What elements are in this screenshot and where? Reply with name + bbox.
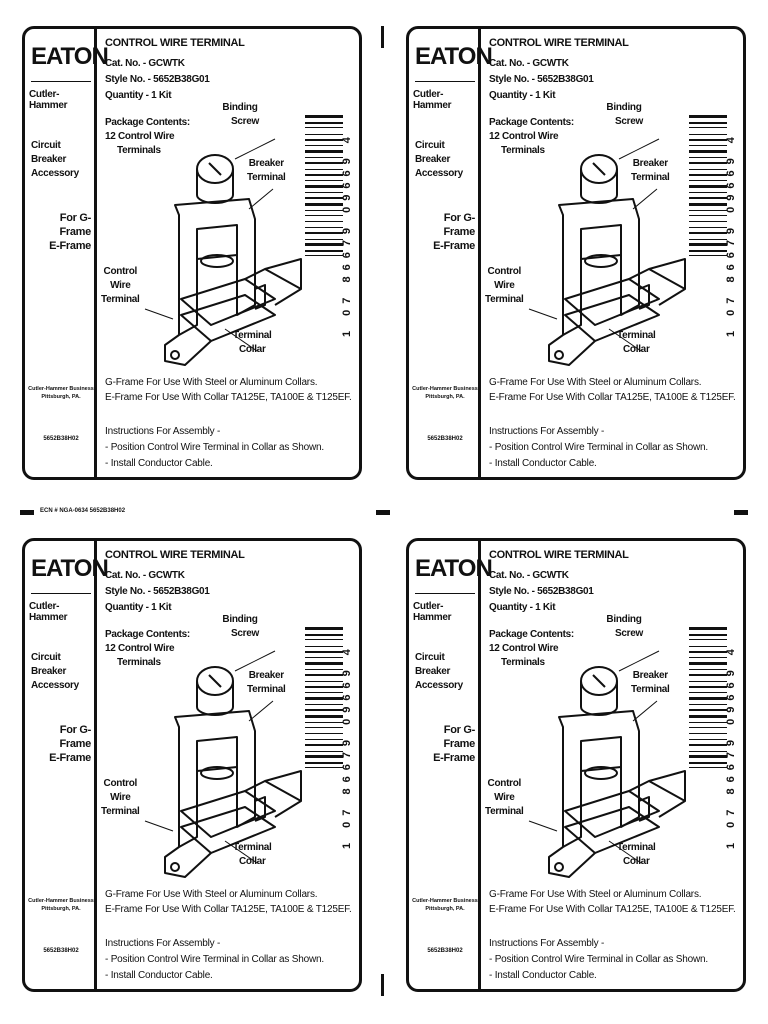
- barcode-bar: [305, 232, 343, 234]
- barcode-bar: [305, 634, 343, 636]
- style-no: [489, 584, 594, 600]
- terminal-illustration: [509, 129, 709, 369]
- barcode-bar: [689, 627, 727, 630]
- barcode-bar: [689, 727, 727, 728]
- business-line: Pittsburgh, PA.: [425, 394, 465, 400]
- barcode-bar: [305, 150, 343, 153]
- style-no: [105, 584, 210, 600]
- label-title: CONTROL WIRE TERMINAL: [105, 37, 245, 49]
- frame-line: E-Frame: [49, 752, 91, 764]
- barcode-bar: [305, 722, 343, 723]
- barcode-bar: [689, 203, 727, 206]
- package-line: Terminals: [117, 657, 161, 668]
- terminal-illustration: [125, 641, 325, 881]
- style-label: Style No. -: [489, 74, 538, 85]
- barcode-bar: [689, 755, 727, 758]
- registration-mark: [20, 510, 34, 515]
- business-address: [27, 897, 95, 913]
- leader-line: [529, 309, 557, 319]
- barcode-bar: [689, 157, 727, 158]
- package-title: Package Contents:: [489, 117, 574, 128]
- style-value: 5652B38G01: [153, 586, 210, 597]
- cat-label: Cat. No. -: [105, 570, 149, 581]
- instruction-step: - Position Control Wire Terminal in Collar as Shown.: [489, 442, 708, 453]
- brand-name: Cutler-Hammer: [29, 89, 68, 111]
- barcode-bar: [305, 681, 343, 682]
- eaton-logo: EATON: [415, 555, 492, 582]
- barcode-bar: [689, 115, 727, 118]
- leader-line: [145, 309, 173, 319]
- divider: [415, 81, 475, 82]
- business-address: [411, 897, 479, 913]
- callout-breaker-terminal: Breaker Terminal: [247, 158, 286, 183]
- frame-line: E-Frame: [433, 752, 475, 764]
- registration-mark: [734, 510, 748, 515]
- barcode-bar: [305, 203, 343, 206]
- label-sidebar: [25, 541, 108, 989]
- barcode-bar: [689, 681, 727, 682]
- barcode-bar: [689, 751, 727, 752]
- callout-control-wire-terminal: Control Wire Terminal: [485, 778, 524, 817]
- usage-notes: [105, 375, 352, 405]
- business-line: Pittsburgh, PA.: [41, 394, 81, 400]
- frame-line: For G-Frame: [59, 212, 91, 238]
- frame-compat: [29, 211, 91, 253]
- callout-binding-screw: Binding Screw: [222, 102, 259, 127]
- style-no: [489, 72, 594, 88]
- instruction-step: - Install Conductor Cable.: [489, 458, 597, 469]
- accessory-type: [31, 651, 95, 693]
- barcode-bar: [689, 646, 727, 647]
- label-title: CONTROL WIRE TERMINAL: [105, 549, 245, 561]
- barcode: [689, 115, 727, 345]
- frame-line: For G-Frame: [443, 212, 475, 238]
- cat-label: Cat. No. -: [105, 58, 149, 69]
- package-line: 12 Control Wire: [489, 643, 559, 654]
- instructions-title: Instructions For Assembly -: [105, 426, 221, 437]
- binding-screw-body: [197, 681, 233, 715]
- frame-compat: [413, 723, 475, 765]
- style-label: Style No. -: [105, 74, 154, 85]
- product-meta: [105, 568, 210, 616]
- barcode-bar: [305, 755, 343, 758]
- cat-no: [105, 56, 210, 72]
- accessory-line: Circuit Breaker: [31, 652, 67, 677]
- accessory-line: Accessory: [31, 168, 79, 179]
- brand-name: Cutler-Hammer: [413, 601, 452, 623]
- divider: [31, 81, 91, 82]
- eaton-logo: EATON: [415, 43, 492, 70]
- barcode-bar: [305, 762, 343, 764]
- business-line: Cutler-Hammer Business: [28, 386, 94, 392]
- style-label: Style No. -: [105, 586, 154, 597]
- barcode-bar: [305, 185, 343, 188]
- package-line: Terminals: [501, 657, 545, 668]
- instructions-title: Instructions For Assembly -: [489, 938, 605, 949]
- leader-line: [235, 651, 275, 671]
- barcode-bar: [305, 239, 343, 240]
- barcode-bar: [689, 715, 727, 718]
- cat-value: GCWTK: [532, 58, 569, 69]
- control-wire-tab: [549, 335, 595, 365]
- barcode-bar: [689, 210, 727, 211]
- barcode-bar: [689, 704, 727, 705]
- style-no: [105, 72, 210, 88]
- barcode-bar: [689, 180, 727, 181]
- frame-compat: [29, 723, 91, 765]
- assembly-instructions: [489, 936, 708, 984]
- barcode-bar: [689, 639, 727, 640]
- barcode-bar: [689, 139, 727, 141]
- leader-line: [633, 701, 657, 721]
- barcode-bar: [689, 134, 727, 135]
- terminal-illustration: [125, 129, 325, 369]
- accessory-type: [415, 139, 479, 181]
- barcode-bar: [305, 227, 343, 228]
- barcode-bar: [305, 122, 343, 124]
- barcode-bar: [305, 255, 343, 256]
- barcode-bar: [305, 169, 343, 170]
- barcode-bar: [305, 180, 343, 181]
- accessory-line: Accessory: [31, 680, 79, 691]
- frame-line: For G-Frame: [443, 724, 475, 750]
- barcode-bar: [305, 197, 343, 199]
- control-wire-tab: [165, 335, 211, 365]
- leader-line: [633, 189, 657, 209]
- accessory-type: [415, 651, 479, 693]
- barcode-bar: [305, 704, 343, 705]
- instruction-step: - Install Conductor Cable.: [489, 970, 597, 981]
- barcode-bar: [305, 221, 343, 222]
- barcode-bar: [689, 767, 727, 768]
- barcode-bar: [689, 255, 727, 256]
- quantity: Quantity - 1 Kit: [489, 90, 556, 101]
- instructions-title: Instructions For Assembly -: [105, 938, 221, 949]
- callout-breaker-terminal: Breaker Terminal: [631, 670, 670, 695]
- usage-line: E-Frame For Use With Collar TA125E, TA100E & T125EF.: [489, 904, 736, 915]
- callout-binding-screw: Binding Screw: [606, 614, 643, 639]
- accessory-type: [31, 139, 95, 181]
- accessory-line: Accessory: [415, 680, 463, 691]
- callout-binding-screw: Binding Screw: [606, 102, 643, 127]
- business-line: Cutler-Hammer Business: [412, 386, 478, 392]
- barcode-bar: [689, 709, 727, 711]
- frame-compat: [413, 211, 475, 253]
- part-number: 5652B38H02: [43, 436, 79, 442]
- label-title: CONTROL WIRE TERMINAL: [489, 549, 629, 561]
- eaton-logo: EATON: [31, 555, 108, 582]
- binding-screw-body: [581, 169, 617, 203]
- barcode: [689, 627, 727, 857]
- barcode-bar: [305, 744, 343, 746]
- barcode-bar: [305, 639, 343, 640]
- instruction-step: - Install Conductor Cable.: [105, 458, 213, 469]
- callout-binding-screw: Binding Screw: [222, 614, 259, 639]
- product-label: [406, 26, 746, 480]
- product-meta: [489, 568, 594, 616]
- barcode-bar: [689, 127, 727, 128]
- barcode-bar: [305, 739, 343, 740]
- barcode-bar: [689, 192, 727, 193]
- package-title: Package Contents:: [489, 629, 574, 640]
- barcode-bar: [689, 692, 727, 693]
- cat-value: GCWTK: [148, 570, 185, 581]
- leader-line: [529, 821, 557, 831]
- barcode-bar: [305, 192, 343, 193]
- barcode-bar: [305, 646, 343, 647]
- barcode-bar: [689, 243, 727, 246]
- barcode-bar: [689, 145, 727, 146]
- product-meta: [105, 56, 210, 104]
- quantity: Quantity - 1 Kit: [105, 602, 172, 613]
- barcode-bar: [305, 727, 343, 728]
- style-label: Style No. -: [489, 586, 538, 597]
- barcode-bar: [689, 232, 727, 234]
- leader-line: [619, 651, 659, 671]
- business-line: Pittsburgh, PA.: [425, 906, 465, 912]
- leader-line: [249, 189, 273, 209]
- barcode-bar: [305, 709, 343, 711]
- cat-value: GCWTK: [148, 58, 185, 69]
- barcode-bar: [689, 185, 727, 188]
- frame-line: E-Frame: [433, 240, 475, 252]
- style-value: 5652B38G01: [537, 74, 594, 85]
- barcode-bar: [305, 651, 343, 653]
- barcode-bar: [305, 692, 343, 693]
- frame-line: E-Frame: [49, 240, 91, 252]
- package-title: Package Contents:: [105, 117, 190, 128]
- barcode-bar: [689, 762, 727, 764]
- instructions-title: Instructions For Assembly -: [489, 426, 605, 437]
- business-line: Pittsburgh, PA.: [41, 906, 81, 912]
- registration-mark: [381, 26, 384, 48]
- callout-terminal-collar: Terminal Collar: [233, 330, 272, 355]
- registration-mark: [381, 974, 384, 996]
- control-wire-tab: [549, 847, 595, 877]
- usage-line: E-Frame For Use With Collar TA125E, TA100E & T125EF.: [105, 392, 352, 403]
- callout-control-wire-terminal: Control Wire Terminal: [101, 266, 140, 305]
- business-address: [411, 385, 479, 401]
- callout-terminal-collar: Terminal Collar: [233, 842, 272, 867]
- barcode-bar: [689, 674, 727, 676]
- usage-notes: [489, 887, 736, 917]
- barcode-bar: [689, 669, 727, 670]
- leader-line: [235, 139, 275, 159]
- ecn-note: ECN # NGA-0634 5652B38H02: [40, 508, 126, 514]
- instruction-step: - Position Control Wire Terminal in Collar as Shown.: [105, 442, 324, 453]
- barcode-bar: [305, 715, 343, 718]
- barcode: [305, 115, 343, 345]
- barcode-digits: 1 07 86679 09669 4: [725, 643, 737, 849]
- barcode-bar: [689, 169, 727, 170]
- business-line: Cutler-Hammer Business: [28, 898, 94, 904]
- callout-breaker-terminal: Breaker Terminal: [247, 670, 286, 695]
- package-line: 12 Control Wire: [105, 643, 175, 654]
- barcode-bar: [305, 627, 343, 630]
- part-number: 5652B38H02: [427, 436, 463, 442]
- product-label: [22, 26, 362, 480]
- barcode-bar: [305, 210, 343, 211]
- callout-breaker-terminal: Breaker Terminal: [631, 158, 670, 183]
- usage-line: G-Frame For Use With Steel or Aluminum Collars.: [489, 377, 702, 388]
- business-line: Cutler-Hammer Business: [412, 898, 478, 904]
- barcode-bar: [305, 174, 343, 176]
- label-sidebar: [25, 29, 108, 477]
- barcode-bar: [305, 157, 343, 158]
- package-line: 12 Control Wire: [489, 131, 559, 142]
- usage-line: G-Frame For Use With Steel or Aluminum Collars.: [489, 889, 702, 900]
- barcode-bar: [689, 697, 727, 700]
- label-sidebar: [409, 29, 492, 477]
- assembly-instructions: [489, 424, 708, 472]
- barcode-bar: [305, 697, 343, 700]
- barcode-bar: [689, 634, 727, 636]
- barcode-bar: [305, 115, 343, 118]
- barcode-bar: [689, 250, 727, 252]
- package-line: Terminals: [501, 145, 545, 156]
- callout-terminal-collar: Terminal Collar: [617, 330, 656, 355]
- quantity: Quantity - 1 Kit: [489, 602, 556, 613]
- product-label: [406, 538, 746, 992]
- barcode-bar: [689, 733, 727, 734]
- package-line: 12 Control Wire: [105, 131, 175, 142]
- barcode-bar: [305, 733, 343, 734]
- usage-line: E-Frame For Use With Collar TA125E, TA100E & T125EF.: [105, 904, 352, 915]
- product-label: [22, 538, 362, 992]
- barcode-bar: [305, 767, 343, 768]
- barcode-bar: [305, 686, 343, 688]
- barcode-bar: [689, 686, 727, 688]
- instruction-step: - Position Control Wire Terminal in Collar as Shown.: [105, 954, 324, 965]
- leader-line: [249, 701, 273, 721]
- label-sidebar: [409, 541, 492, 989]
- leader-line: [145, 821, 173, 831]
- style-value: 5652B38G01: [537, 586, 594, 597]
- registration-mark: [376, 510, 390, 515]
- barcode-bar: [689, 739, 727, 740]
- barcode-bar: [689, 651, 727, 653]
- leader-line: [619, 139, 659, 159]
- barcode-bar: [305, 162, 343, 164]
- terminal-illustration: [509, 641, 709, 881]
- cat-label: Cat. No. -: [489, 570, 533, 581]
- barcode-bar: [305, 674, 343, 676]
- barcode-bar: [305, 127, 343, 128]
- barcode-bar: [305, 657, 343, 658]
- barcode-bar: [305, 134, 343, 135]
- usage-line: E-Frame For Use With Collar TA125E, TA100E & T125EF.: [489, 392, 736, 403]
- barcode-bar: [305, 215, 343, 216]
- brand-name: Cutler-Hammer: [413, 89, 452, 111]
- frame-line: For G-Frame: [59, 724, 91, 750]
- usage-notes: [105, 887, 352, 917]
- barcode-bar: [689, 662, 727, 665]
- control-wire-tab: [165, 847, 211, 877]
- barcode-bar: [305, 250, 343, 252]
- accessory-line: Accessory: [415, 168, 463, 179]
- accessory-line: Circuit Breaker: [415, 140, 451, 165]
- barcode-bar: [305, 139, 343, 141]
- barcode-bar: [689, 722, 727, 723]
- callout-control-wire-terminal: Control Wire Terminal: [101, 778, 140, 817]
- cat-label: Cat. No. -: [489, 58, 533, 69]
- binding-screw-body: [581, 681, 617, 715]
- style-value: 5652B38G01: [153, 74, 210, 85]
- barcode-bar: [689, 122, 727, 124]
- assembly-instructions: [105, 936, 324, 984]
- barcode-digits: 1 07 86679 09669 4: [341, 643, 353, 849]
- callout-terminal-collar: Terminal Collar: [617, 842, 656, 867]
- assembly-instructions: [105, 424, 324, 472]
- part-number: 5652B38H02: [427, 948, 463, 954]
- barcode-bar: [689, 197, 727, 199]
- barcode-bar: [689, 221, 727, 222]
- business-address: [27, 385, 95, 401]
- barcode-bar: [689, 744, 727, 746]
- cat-no: [489, 568, 594, 584]
- product-meta: [489, 56, 594, 104]
- package-line: Terminals: [117, 145, 161, 156]
- cat-no: [105, 568, 210, 584]
- barcode-bar: [305, 145, 343, 146]
- quantity: Quantity - 1 Kit: [105, 90, 172, 101]
- label-title: CONTROL WIRE TERMINAL: [489, 37, 629, 49]
- barcode-bar: [305, 662, 343, 665]
- instruction-step: - Position Control Wire Terminal in Collar as Shown.: [489, 954, 708, 965]
- divider: [31, 593, 91, 594]
- usage-notes: [489, 375, 736, 405]
- brand-name: Cutler-Hammer: [29, 601, 68, 623]
- accessory-line: Circuit Breaker: [31, 140, 67, 165]
- usage-line: G-Frame For Use With Steel or Aluminum Collars.: [105, 377, 318, 388]
- usage-line: G-Frame For Use With Steel or Aluminum Collars.: [105, 889, 318, 900]
- barcode-bar: [305, 669, 343, 670]
- binding-screw-body: [197, 169, 233, 203]
- callout-control-wire-terminal: Control Wire Terminal: [485, 266, 524, 305]
- barcode-bar: [689, 174, 727, 176]
- eaton-logo: EATON: [31, 43, 108, 70]
- barcode-bar: [305, 243, 343, 246]
- cat-value: GCWTK: [532, 570, 569, 581]
- barcode-bar: [689, 150, 727, 153]
- divider: [415, 593, 475, 594]
- barcode-digits: 1 07 86679 09669 4: [341, 131, 353, 337]
- barcode-bar: [689, 657, 727, 658]
- barcode-bar: [689, 239, 727, 240]
- instruction-step: - Install Conductor Cable.: [105, 970, 213, 981]
- barcode-bar: [305, 751, 343, 752]
- barcode-bar: [689, 215, 727, 216]
- accessory-line: Circuit Breaker: [415, 652, 451, 677]
- cat-no: [489, 56, 594, 72]
- barcode-bar: [689, 162, 727, 164]
- barcode: [305, 627, 343, 857]
- package-title: Package Contents:: [105, 629, 190, 640]
- barcode-digits: 1 07 86679 09669 4: [725, 131, 737, 337]
- barcode-bar: [689, 227, 727, 228]
- part-number: 5652B38H02: [43, 948, 79, 954]
